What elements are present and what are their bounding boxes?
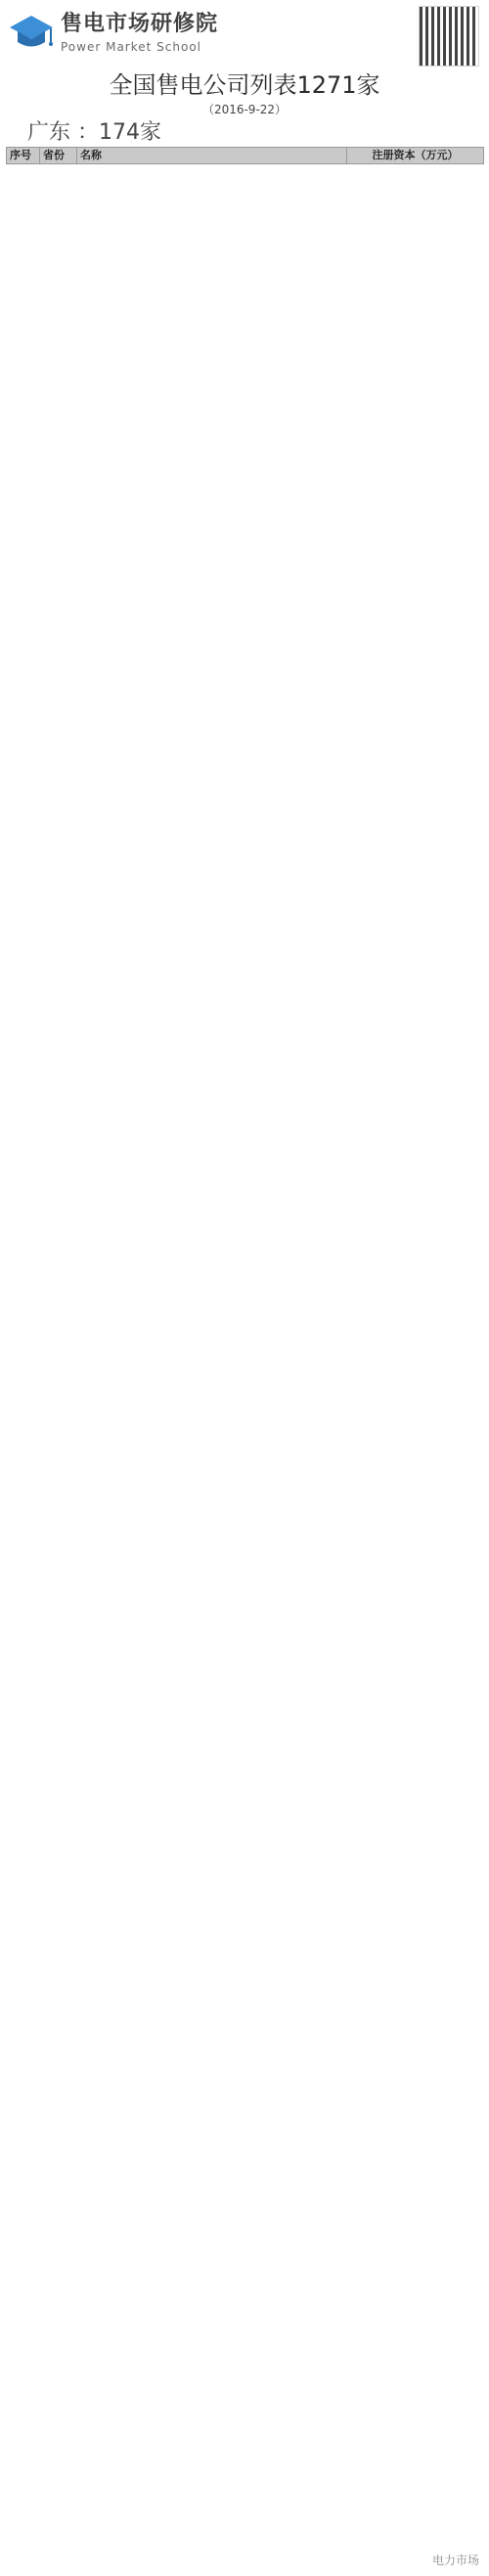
column-header-name: 名称	[77, 148, 347, 164]
brand-name-cn: 售电市场研修院	[61, 12, 219, 36]
brand-name-en: Power Market School	[61, 40, 201, 54]
document-date: （2016-9-22）	[201, 103, 288, 116]
qr-code-icon	[419, 6, 479, 67]
page-header	[0, 0, 489, 73]
column-header-index: 序号	[7, 148, 40, 164]
column-header-capital: 注册资本（万元）	[347, 148, 484, 164]
footer-watermark: 电力市场	[431, 2553, 479, 2567]
document-title: 全国售电公司列表1271家	[109, 71, 380, 99]
graduation-cap-logo-icon	[8, 10, 55, 57]
company-table-wrap	[6, 147, 483, 164]
column-header-province: 省份	[40, 148, 77, 164]
company-table	[6, 147, 484, 164]
brand-block	[61, 12, 218, 55]
table-header-row	[7, 148, 484, 164]
province-section-label: 广东 ：174家	[27, 120, 161, 145]
